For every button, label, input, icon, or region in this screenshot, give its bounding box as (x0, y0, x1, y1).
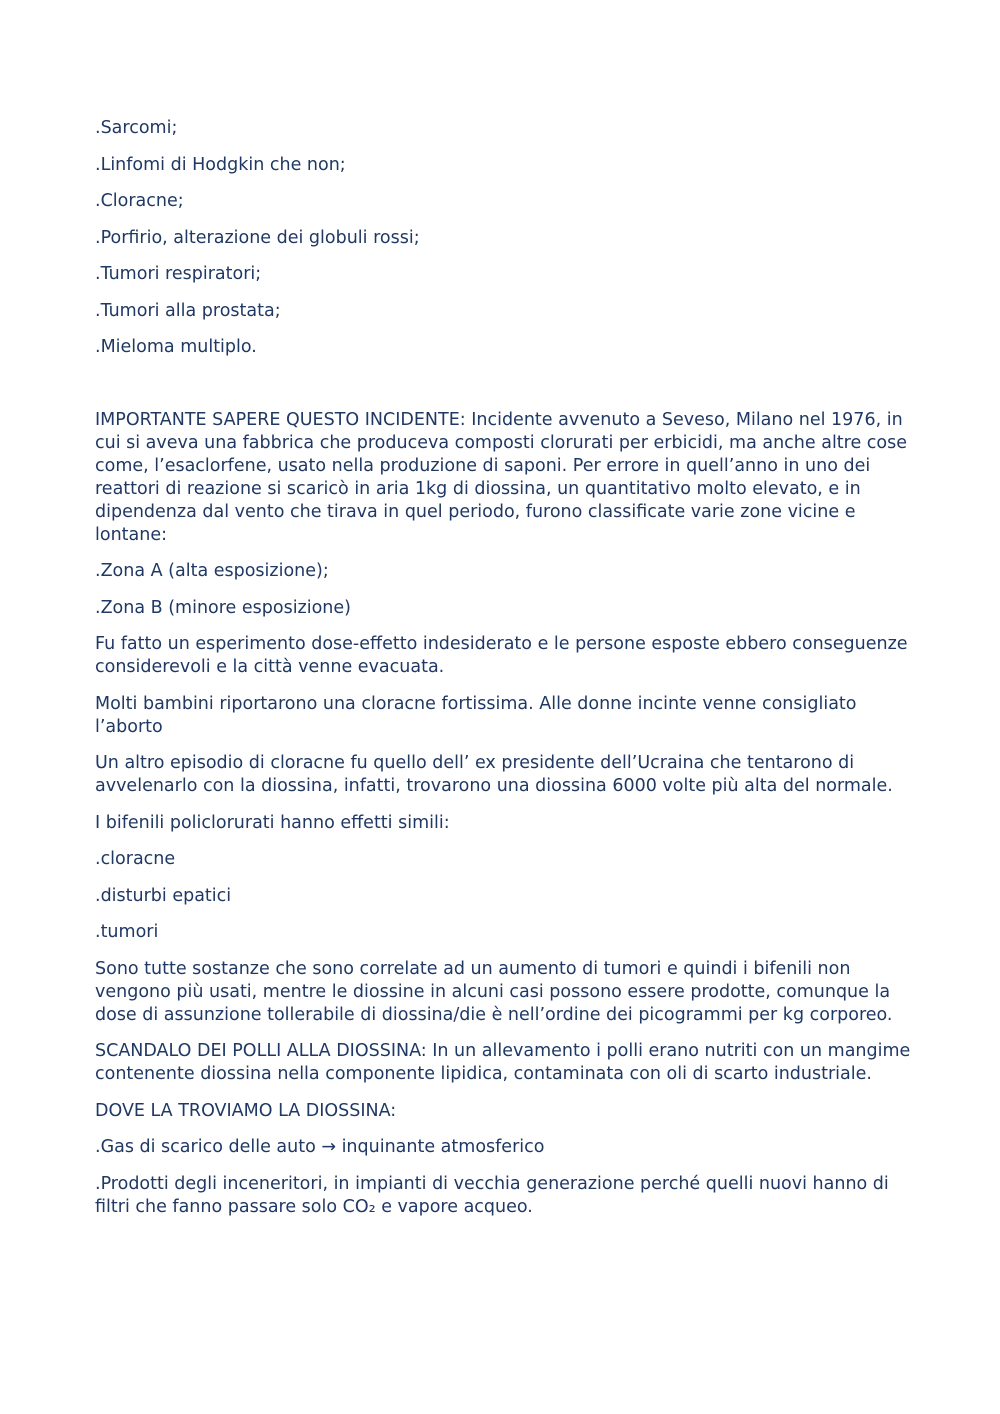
document-body (95, 117, 915, 1232)
list-item: .Sarcomi; (95, 118, 178, 138)
pcb-effect-item: .tumori (95, 922, 159, 942)
zone-item: .Zona A (alta esposizione); (95, 561, 329, 581)
source-item: .Gas di scarico delle auto → inquinante atmosferico (95, 1137, 545, 1157)
pcb-effect-item: .disturbi epatici (95, 885, 232, 906)
ukraine-paragraph: Un altro episodio di cloracne fu quello dell’ ex presidente dell’Ucraina che tentarono di avvelenarlo con la diossina, infatti, trovarono una diossina 6000 volte più alta del normale. (95, 753, 893, 796)
experiment-paragraph: Fu fatto un esperimento dose-effetto indesiderato e le persone esposte ebbero conseguenze considerevoli e la città venne evacuata. (95, 634, 908, 677)
pcb-effect-item: .cloracne (95, 849, 176, 869)
list-item: .Mieloma multiplo. (95, 337, 257, 357)
pcb-intro: I bifenili policlorurati hanno effetti simili: (95, 812, 450, 833)
tumors-paragraph: Sono tutte sostanze che sono correlate ad un aumento di tumori e quindi i bifenili non vengono più usati, mentre le diossine in alcuni casi possono essere prodotte, comunque la dose di assunzione tollerabile di diossina/die è nell’ordine dei picogrammi per kg corporeo. (95, 958, 893, 1025)
list-item: .Porfirio, alterazione dei globuli rossi; (95, 227, 420, 248)
source-item: .Prodotti degli inceneritori, in impianti di vecchia generazione perché quelli nuovi hanno di filtri che fanno passare solo CO₂ e vapore acqueo. (95, 1173, 889, 1217)
children-paragraph: Molti bambini riportarono una cloracne fortissima. Alle donne incinte venne consigliato l’aborto (95, 693, 857, 737)
list-item: .Tumori respiratori; (95, 264, 262, 284)
zone-item: .Zona B (minore esposizione) (95, 597, 351, 618)
list-item: .Tumori alla prostata; (95, 300, 281, 321)
list-item: .Cloracne; (95, 191, 184, 211)
blank-line (95, 373, 915, 409)
chicken-scandal-paragraph: SCANDALO DEI POLLI ALLA DIOSSINA: In un allevamento i polli erano nutriti con un mangime contenente diossina nella componente lipidica, contaminata con oli di scarto industriale. (95, 1041, 911, 1084)
list-item: .Linfomi di Hodgkin che non; (95, 154, 346, 175)
seveso-paragraph: IMPORTANTE SAPERE QUESTO INCIDENTE: Incidente avvenuto a Seveso, Milano nel 1976, in cui si aveva una fabbrica che produceva composti clorurati per erbicidi, ma anche altre cose come, l’esaclorfene, usato nella produzione di saponi. Per errore in quell’anno in uno dei reattori di reazione si scaricò in aria 1kg di diossina, un quantitativo molto elevato, e in dipendenza dal vento che tirava in quel periodo, furono classificate varie zone vicine e lontane: (95, 409, 908, 545)
where-heading: DOVE LA TROVIAMO LA DIOSSINA: (95, 1100, 397, 1121)
